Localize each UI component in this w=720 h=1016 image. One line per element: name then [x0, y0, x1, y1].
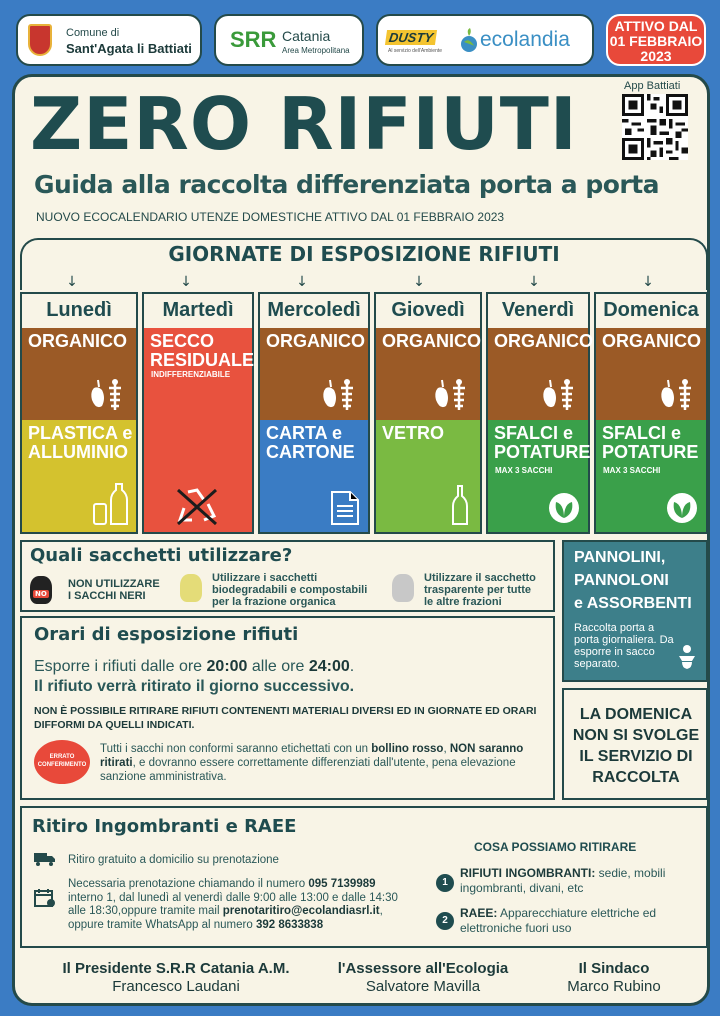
coat-of-arms-icon	[28, 24, 52, 56]
active-date-badge	[606, 14, 706, 66]
comune-logo	[16, 14, 202, 66]
sfalci-sublabel: MAX 3 SACCHI	[495, 466, 553, 475]
qr-label: App Battiati	[624, 80, 681, 92]
arrow-down-icon: ↓	[528, 274, 540, 290]
hours-section	[20, 616, 555, 800]
number-badge: 1	[436, 874, 454, 892]
page-tagline: NUOVO ECOCALENDARIO UTENZE DOMESTICHE ATTIVO DAL 01 FEBBRAIO 2023	[36, 210, 505, 224]
organico-block	[260, 328, 368, 420]
bulky-waste-section	[20, 806, 708, 948]
leaves-icon	[548, 490, 580, 526]
hours-title: Orari di esposizione rifiuti	[34, 624, 299, 645]
organico-block	[488, 328, 593, 420]
vetro-label: VETRO	[382, 423, 445, 443]
pannolini-box	[562, 540, 708, 682]
no-recycle-icon	[174, 486, 220, 526]
plastica-block	[22, 420, 136, 532]
transparent-bag-text: Utilizzare il sacchetto trasparente per tutte le altre frazioni	[424, 572, 536, 608]
bulky-item: RIFIUTI INGOMBRANTI: sedie, mobili ingombranti, divani, etc	[460, 866, 666, 895]
hours-line: Esporre i rifiuti dalle ore 20:00 alle ore 24:00.	[34, 658, 355, 675]
active-line-2: 01 FEBBRAIO	[609, 33, 703, 49]
srr-logo	[214, 14, 364, 66]
carta-label: CARTA e CARTONE	[266, 423, 355, 462]
food-waste-icon	[540, 378, 578, 412]
day-label: Giovedì	[391, 299, 465, 321]
signature-president: Il Presidente S.R.R Catania A.M. Francesco Laudani	[62, 960, 290, 995]
srr-subtitle: Area Metropolitana	[282, 46, 350, 55]
ecolandia-globe-icon	[460, 28, 478, 54]
secco-sublabel: INDIFFERENZIABILE	[151, 370, 231, 379]
organico-label: ORGANICO	[382, 331, 481, 351]
day-label: Venerdì	[501, 299, 575, 321]
vetro-block	[376, 420, 480, 532]
food-waste-icon	[88, 378, 126, 412]
day-label: Martedì	[162, 299, 234, 321]
day-label: Lunedì	[46, 299, 112, 321]
raee-item: RAEE: Apparecchiature elettriche ed elettroniche fuori uso	[460, 906, 657, 935]
day-label: Domenica	[603, 299, 699, 321]
food-waste-icon	[432, 378, 470, 412]
bulky-waste-title: Ritiro Ingombranti e RAEE	[32, 816, 297, 837]
number-badge: 2	[436, 912, 454, 930]
organico-block	[596, 328, 706, 420]
organico-label: ORGANICO	[266, 331, 365, 351]
organico-block	[22, 328, 136, 420]
glass-bottle-icon	[452, 484, 468, 526]
organico-block	[376, 328, 480, 420]
organico-label: ORGANICO	[602, 331, 701, 351]
food-waste-icon	[658, 378, 696, 412]
day-column-monday	[20, 292, 138, 534]
sfalci-label: SFALCI e POTATURE	[494, 423, 591, 462]
arrow-down-icon: ↓	[66, 274, 78, 290]
sfalci-label: SFALCI e POTATURE	[602, 423, 699, 462]
organico-label: ORGANICO	[494, 331, 593, 351]
plastica-label: PLASTICA e ALLUMINIO	[28, 423, 133, 462]
comune-label: Comune di	[66, 27, 120, 39]
warning-text: NON È POSSIBILE RITIRARE RIFIUTI CONTENENTI MATERIALI DIVERSI ED IN GIORNATE ED ORARI DIFFORMI DA QUELLI INDICATI.	[34, 705, 537, 731]
secco-label: SECCO RESIDUALE	[150, 331, 255, 370]
bags-title: Quali sacchetti utilizzare?	[30, 545, 293, 566]
pannolini-text: Raccolta porta a porta giornaliera. Da esporre in sacco separato.	[574, 622, 674, 670]
free-pickup-text: Ritiro gratuito a domicilio su prenotazione	[68, 854, 279, 866]
sfalci-block	[488, 420, 591, 532]
day-column-sunday	[594, 292, 708, 534]
page-title: ZERO RIFIUTI	[30, 82, 578, 166]
day-column-wednesday	[258, 292, 370, 534]
booking-text: Necessaria prenotazione chiamando il numero 095 7139989 interno 1, dal lunedì al venerdì dalle 9:00 alle 13:00 e dalle 14:30 alle 18:30,oppure tramite mail prenotaritiro@ecolandiasrl.it, oppure tramite WhatsApp al numero 392 8633838	[68, 878, 398, 931]
qr-code-icon[interactable]	[622, 94, 688, 160]
compostable-bag-icon	[180, 574, 202, 602]
signature-sindaco: Il Sindaco Marco Rubino	[567, 960, 661, 995]
comune-name: Sant'Agata li Battiati	[66, 41, 192, 56]
pannolini-title: PANNOLINI, PANNOLONI e ASSORBENTI	[574, 549, 692, 612]
leaves-icon	[666, 490, 698, 526]
active-line-3: 2023	[640, 48, 672, 64]
sfalci-sublabel: MAX 3 SACCHI	[603, 466, 661, 475]
schedule-title: GIORNATE DI ESPOSIZIONE RIFIUTI	[168, 242, 560, 266]
food-waste-icon	[320, 378, 358, 412]
calendar-icon	[34, 888, 56, 908]
day-column-thursday	[374, 292, 482, 534]
carta-block	[260, 420, 368, 532]
day-column-tuesday	[142, 292, 254, 534]
organico-label: ORGANICO	[28, 331, 127, 351]
arrow-down-icon: ↓	[642, 274, 654, 290]
what-we-collect-title: COSA POSSIAMO RITIRARE	[474, 840, 637, 854]
day-label: Mercoledì	[267, 299, 361, 321]
partner-logos	[376, 14, 594, 66]
sfalci-block	[596, 420, 706, 532]
dusty-logo: DUSTY	[385, 30, 437, 45]
signature-assessore: l'Assessore all'Ecologia Salvatore Mavilla	[337, 960, 509, 995]
arrow-down-icon: ↓	[180, 274, 192, 290]
sunday-notice	[562, 688, 708, 800]
non-compliant-text: Tutti i sacchi non conformi saranno etichettati con un bollino rosso, NON saranno ritirati, e dovranno essere correttamente differenziati dall'utente, pena elevazione sanzione amministrativa.	[100, 743, 524, 783]
arrow-down-icon: ↓	[296, 274, 308, 290]
srr-name: Catania	[282, 28, 331, 44]
bags-section	[20, 540, 555, 612]
page-subtitle: Guida alla raccolta differenziata porta a porta	[34, 170, 660, 199]
truck-icon	[34, 852, 56, 866]
paper-document-icon	[330, 490, 360, 526]
active-line-1: ATTIVO DAL	[614, 18, 698, 34]
compostable-bag-text: Utilizzare i sacchetti biodegradabili e compostabili per la frazione organica	[212, 572, 368, 608]
secco-block	[144, 328, 255, 532]
black-bag-icon: NO	[30, 576, 52, 604]
arrow-down-icon: ↓	[413, 274, 425, 290]
errato-conferimento-badge: ERRATO CONFERIMENTO	[34, 740, 90, 784]
baby-icon	[676, 644, 698, 670]
black-bag-text: NON UTILIZZARE I SACCHI NERI	[68, 578, 160, 602]
day-column-friday	[486, 292, 593, 534]
srr-mark: SRR	[230, 27, 277, 52]
pickup-line: Il rifiuto verrà ritirato il giorno successivo.	[34, 678, 355, 695]
ecolandia-logo: ecolandia	[480, 28, 570, 51]
transparent-bag-icon	[392, 574, 414, 602]
dusty-tagline: Al servizio dell'Ambiente	[388, 48, 443, 54]
bottle-can-icon	[92, 482, 128, 526]
schedule-header	[20, 238, 708, 290]
sunday-notice-text: LA DOMENICA NON SI SVOLGE IL SERVIZIO DI RACCOLTA	[572, 706, 700, 786]
